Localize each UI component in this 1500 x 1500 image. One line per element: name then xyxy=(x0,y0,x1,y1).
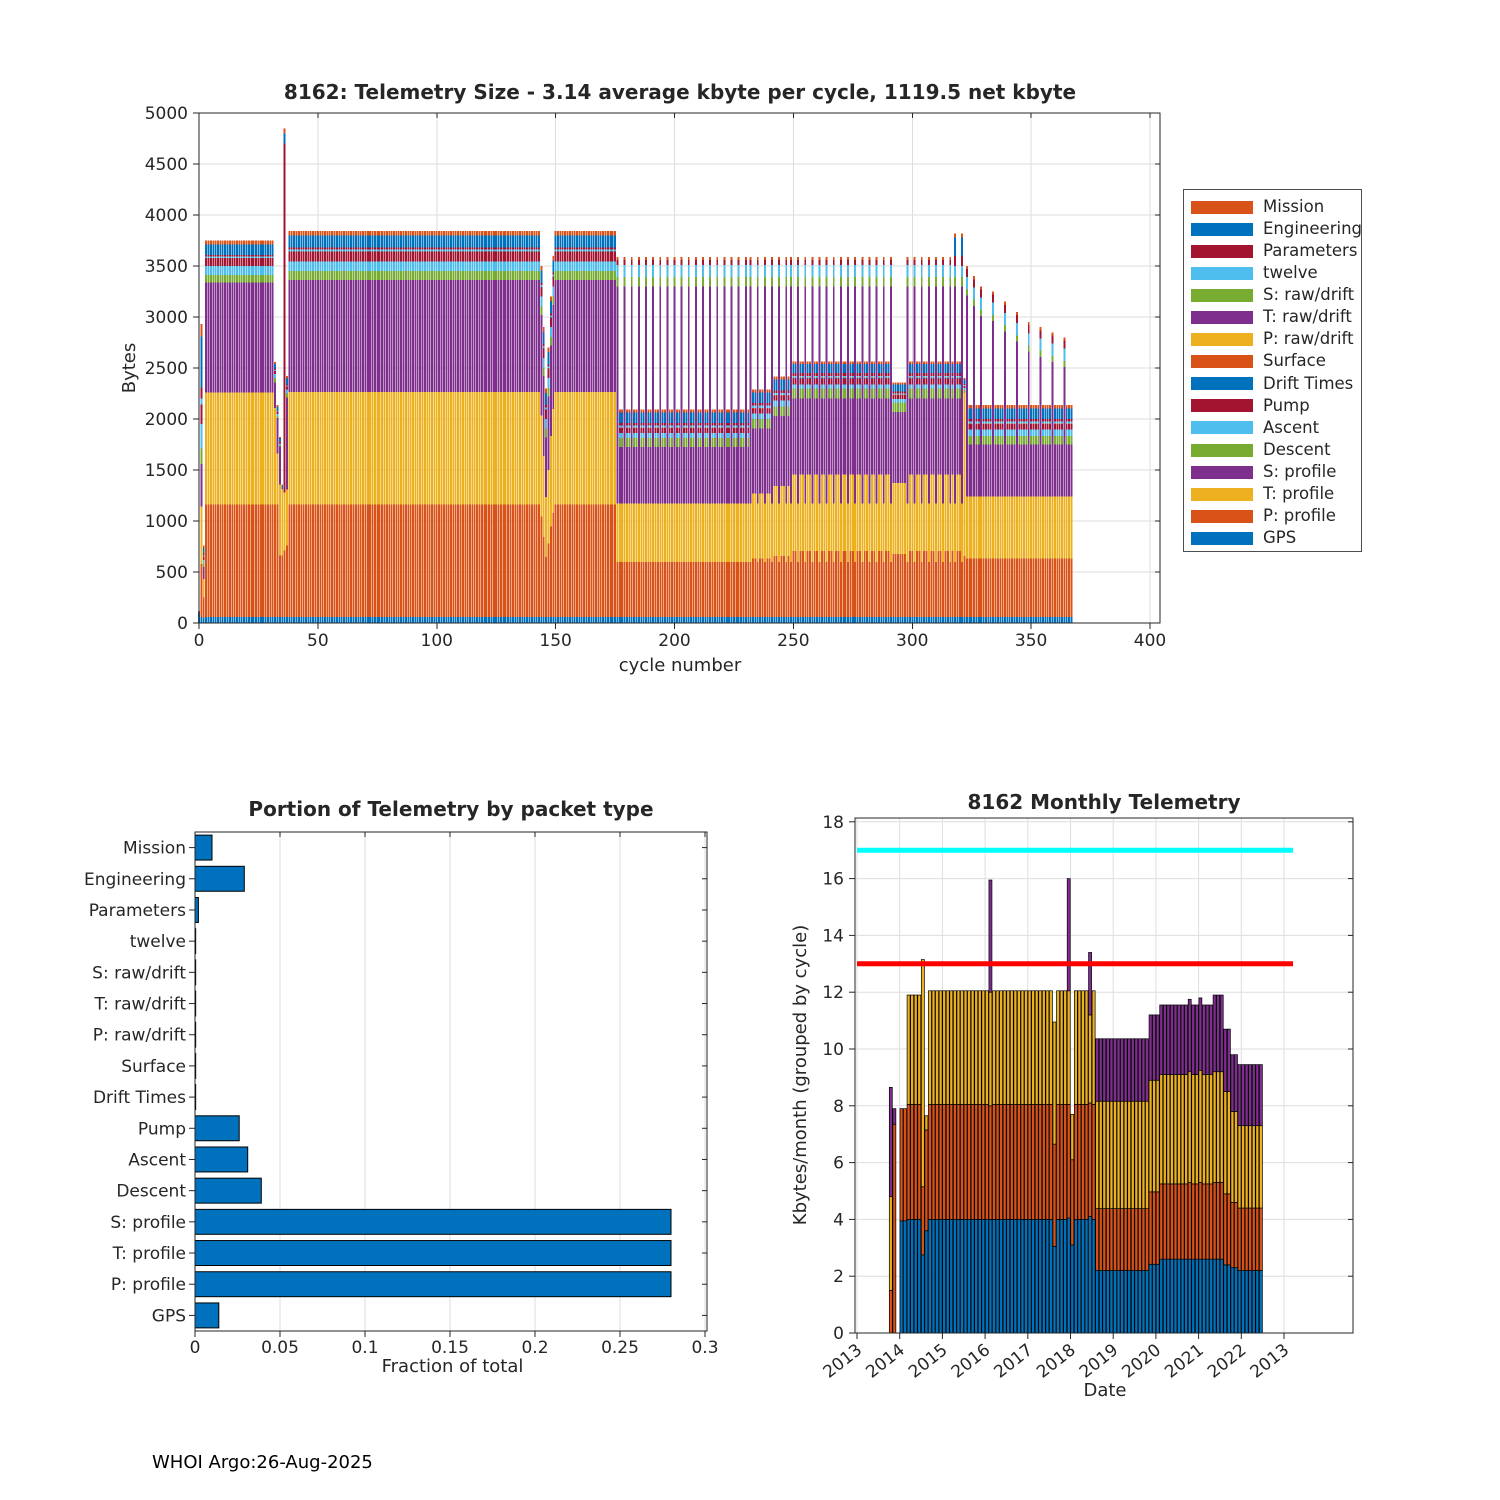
legend-swatch xyxy=(1191,245,1253,258)
legend-label: P: raw/drift xyxy=(1263,329,1354,349)
portion-chart-title: Portion of Telemetry by packet type xyxy=(248,797,654,821)
legend-item-descent xyxy=(1184,439,1361,461)
svg-text:2020: 2020 xyxy=(1118,1340,1165,1383)
svg-text:P: profile: P: profile xyxy=(110,1275,186,1296)
legend-swatch xyxy=(1191,532,1253,545)
legend-item-p-raw-drift xyxy=(1184,329,1361,351)
legend-swatch xyxy=(1191,267,1253,280)
svg-text:2013: 2013 xyxy=(1246,1340,1294,1383)
legend-swatch xyxy=(1191,444,1253,457)
legend-item-twelve xyxy=(1184,262,1361,284)
legend-swatch xyxy=(1191,289,1253,302)
svg-text:5000: 5000 xyxy=(144,104,188,124)
legend-item-engineering xyxy=(1184,218,1361,240)
svg-text:4: 4 xyxy=(833,1210,844,1231)
svg-text:0: 0 xyxy=(833,1324,844,1344)
svg-text:1500: 1500 xyxy=(144,461,188,481)
svg-text:400: 400 xyxy=(1133,631,1167,651)
svg-text:0.3: 0.3 xyxy=(691,1338,719,1358)
legend-item-pump xyxy=(1184,395,1361,417)
svg-text:Engineering: Engineering xyxy=(84,869,186,890)
legend-label: S: raw/drift xyxy=(1263,285,1355,305)
svg-text:Parameters: Parameters xyxy=(88,900,186,921)
legend-label: Drift Times xyxy=(1263,373,1354,393)
svg-text:4000: 4000 xyxy=(144,206,188,226)
svg-text:0: 0 xyxy=(177,614,188,634)
svg-text:0.05: 0.05 xyxy=(261,1338,299,1358)
legend-swatch xyxy=(1191,466,1253,479)
svg-text:18: 18 xyxy=(822,812,844,833)
svg-text:1000: 1000 xyxy=(144,512,188,532)
portion-chart-x-axis-label: Fraction of total xyxy=(381,1356,524,1377)
telemetry-size-plot xyxy=(145,104,1166,651)
footer-watermark: WHOI Argo:26-Aug-2025 xyxy=(152,1452,373,1473)
legend-label: Engineering xyxy=(1263,218,1362,238)
legend-swatch xyxy=(1191,223,1253,236)
legend-label: twelve xyxy=(1263,263,1318,283)
svg-text:2021: 2021 xyxy=(1161,1340,1208,1383)
svg-text:twelve: twelve xyxy=(129,932,186,953)
legend-item-surface xyxy=(1184,351,1361,373)
legend-item-gps xyxy=(1184,527,1361,549)
svg-text:50: 50 xyxy=(307,631,329,651)
legend-swatch xyxy=(1191,421,1253,434)
svg-text:GPS: GPS xyxy=(151,1306,186,1327)
svg-text:0: 0 xyxy=(193,631,205,651)
svg-text:4500: 4500 xyxy=(144,155,188,175)
monthly-bars xyxy=(889,879,1262,1333)
svg-text:2022: 2022 xyxy=(1203,1340,1251,1383)
svg-text:Descent: Descent xyxy=(116,1181,186,1202)
svg-text:Mission: Mission xyxy=(122,838,186,859)
legend-label: GPS xyxy=(1263,528,1297,548)
legend-item-mission xyxy=(1184,196,1361,218)
svg-text:0.1: 0.1 xyxy=(351,1338,379,1358)
monthly-chart-title: 8162 Monthly Telemetry xyxy=(967,790,1241,814)
legend-label: Descent xyxy=(1263,439,1331,459)
legend-swatch xyxy=(1191,488,1253,501)
legend-label: Pump xyxy=(1263,395,1310,415)
svg-text:2018: 2018 xyxy=(1033,1340,1080,1383)
svg-text:S: raw/drift: S: raw/drift xyxy=(92,963,186,984)
legend-item-p-profile xyxy=(1184,505,1361,527)
svg-text:12: 12 xyxy=(822,983,844,1004)
svg-text:250: 250 xyxy=(777,631,810,651)
legend-swatch xyxy=(1191,355,1253,368)
svg-text:T: raw/drift: T: raw/drift xyxy=(94,994,186,1015)
svg-text:3000: 3000 xyxy=(144,308,188,328)
svg-text:0.15: 0.15 xyxy=(431,1338,469,1358)
telemetry-size-title: 8162: Telemetry Size - 3.14 average kbyte per cycle, 1119.5 net kbyte xyxy=(283,80,1077,104)
svg-text:16: 16 xyxy=(822,869,844,890)
svg-text:500: 500 xyxy=(155,563,188,583)
monthly-chart-x-axis-label: Date xyxy=(1083,1380,1127,1401)
svg-text:Ascent: Ascent xyxy=(128,1150,186,1171)
legend-swatch xyxy=(1191,201,1253,214)
legend-swatch xyxy=(1191,510,1253,523)
legend-label: T: profile xyxy=(1263,484,1335,504)
legend-label: S: profile xyxy=(1263,461,1337,481)
telemetry-size-bars xyxy=(198,128,1072,623)
packet-type-legend xyxy=(1183,189,1362,552)
svg-text:3500: 3500 xyxy=(144,257,188,277)
svg-text:2014: 2014 xyxy=(862,1340,909,1383)
svg-text:200: 200 xyxy=(658,631,691,651)
svg-text:0: 0 xyxy=(189,1338,201,1358)
legend-swatch xyxy=(1191,333,1253,346)
svg-text:6: 6 xyxy=(833,1153,844,1174)
svg-text:2000: 2000 xyxy=(144,410,188,430)
legend-item-s-raw-drift xyxy=(1184,284,1361,306)
svg-text:2017: 2017 xyxy=(990,1340,1037,1383)
svg-text:2: 2 xyxy=(833,1267,844,1288)
svg-text:Surface: Surface xyxy=(121,1056,186,1077)
legend-swatch xyxy=(1191,311,1253,324)
legend-swatch xyxy=(1191,399,1253,412)
legend-item-parameters xyxy=(1184,240,1361,262)
telemetry-size-x-axis-label: cycle number xyxy=(618,655,742,676)
svg-text:0.2: 0.2 xyxy=(521,1338,549,1358)
svg-text:2015: 2015 xyxy=(905,1340,952,1383)
legend-label: Parameters xyxy=(1263,240,1358,260)
legend-item-ascent xyxy=(1184,417,1361,439)
svg-text:Drift Times: Drift Times xyxy=(92,1088,186,1109)
svg-text:2016: 2016 xyxy=(947,1340,995,1383)
legend-item-t-profile xyxy=(1184,483,1361,505)
legend-label: Mission xyxy=(1263,196,1325,216)
fraction-plot xyxy=(84,832,719,1358)
svg-text:2013: 2013 xyxy=(819,1340,867,1383)
legend-item-t-raw-drift xyxy=(1184,306,1361,328)
svg-text:2019: 2019 xyxy=(1075,1340,1123,1383)
svg-text:150: 150 xyxy=(539,631,572,651)
monthly-y-axis-label: Kbytes/month (grouped by cycle) xyxy=(790,924,811,1226)
svg-text:100: 100 xyxy=(420,631,453,651)
monthly-plot xyxy=(820,813,1353,1383)
svg-text:S: profile: S: profile xyxy=(110,1212,186,1233)
svg-text:300: 300 xyxy=(896,631,929,651)
svg-text:350: 350 xyxy=(1014,631,1048,651)
svg-text:14: 14 xyxy=(822,926,844,947)
legend-label: T: raw/drift xyxy=(1263,307,1352,327)
svg-text:P: raw/drift: P: raw/drift xyxy=(92,1025,186,1046)
svg-text:T: profile: T: profile xyxy=(112,1244,186,1265)
legend-item-drift-times xyxy=(1184,373,1361,395)
legend-item-s-profile xyxy=(1184,461,1361,483)
legend-label: Ascent xyxy=(1263,417,1320,437)
telemetry-size-y-axis-label: Bytes xyxy=(119,342,140,394)
svg-text:Pump: Pump xyxy=(137,1119,186,1140)
svg-text:8: 8 xyxy=(833,1096,844,1117)
legend-label: Surface xyxy=(1263,351,1326,371)
svg-text:10: 10 xyxy=(822,1040,844,1060)
svg-text:0.25: 0.25 xyxy=(601,1338,639,1358)
legend-label: P: profile xyxy=(1263,506,1336,526)
legend-swatch xyxy=(1191,377,1253,390)
svg-text:2500: 2500 xyxy=(144,359,188,379)
